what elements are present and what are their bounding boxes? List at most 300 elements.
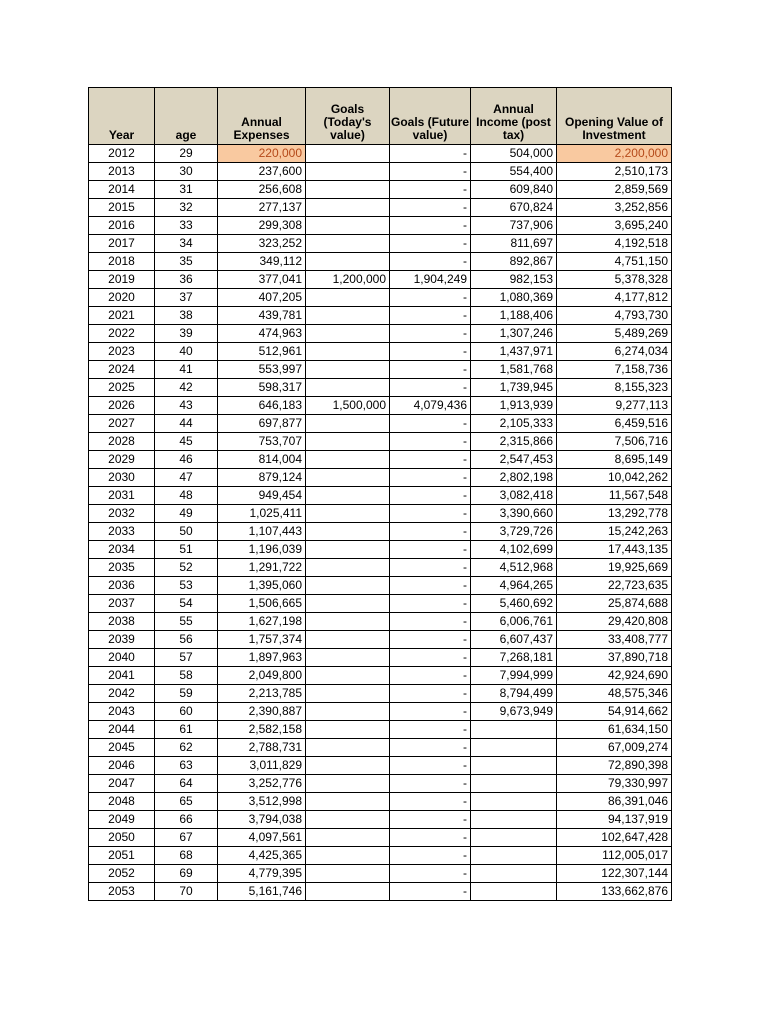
goals-today-cell — [306, 469, 390, 487]
goals-today-cell — [306, 505, 390, 523]
annual-income-cell: 670,824 — [471, 199, 557, 217]
table-row — [89, 145, 672, 163]
year-cell: 2031 — [89, 487, 155, 505]
table-row — [89, 523, 672, 541]
annual-expenses-cell: 349,112 — [218, 253, 306, 271]
age-cell: 32 — [155, 199, 218, 217]
goals-future-cell: - — [390, 739, 471, 757]
opening-value-cell: 5,378,328 — [557, 271, 672, 289]
age-cell: 37 — [155, 289, 218, 307]
year-cell: 2017 — [89, 235, 155, 253]
year-cell: 2016 — [89, 217, 155, 235]
age-cell: 61 — [155, 721, 218, 739]
annual-income-cell: 1,188,406 — [471, 307, 557, 325]
table-row — [89, 667, 672, 685]
age-cell: 64 — [155, 775, 218, 793]
opening-value-cell: 33,408,777 — [557, 631, 672, 649]
age-cell: 46 — [155, 451, 218, 469]
goals-today-cell — [306, 145, 390, 163]
table-row — [89, 757, 672, 775]
annual-income-cell: 2,802,198 — [471, 469, 557, 487]
year-cell: 2051 — [89, 847, 155, 865]
annual-expenses-cell: 879,124 — [218, 469, 306, 487]
annual-income-cell: 7,268,181 — [471, 649, 557, 667]
annual-income-cell: 3,390,660 — [471, 505, 557, 523]
annual-income-cell — [471, 775, 557, 793]
annual-income-cell — [471, 739, 557, 757]
year-cell: 2032 — [89, 505, 155, 523]
annual-expenses-cell: 323,252 — [218, 235, 306, 253]
opening-value-cell: 5,489,269 — [557, 325, 672, 343]
goals-today-cell — [306, 865, 390, 883]
goals-future-cell: - — [390, 613, 471, 631]
goals-future-cell: - — [390, 703, 471, 721]
annual-expenses-cell: 4,779,395 — [218, 865, 306, 883]
opening-value-cell: 94,137,919 — [557, 811, 672, 829]
opening-value-cell: 61,634,150 — [557, 721, 672, 739]
opening-value-cell: 133,662,876 — [557, 883, 672, 901]
goals-today-cell: 1,500,000 — [306, 397, 390, 415]
opening-value-cell: 9,277,113 — [557, 397, 672, 415]
opening-value-cell: 4,177,812 — [557, 289, 672, 307]
year-cell: 2053 — [89, 883, 155, 901]
year-cell: 2052 — [89, 865, 155, 883]
goals-today-cell — [306, 451, 390, 469]
annual-income-cell: 1,739,945 — [471, 379, 557, 397]
year-cell: 2047 — [89, 775, 155, 793]
annual-expenses-cell: 1,506,665 — [218, 595, 306, 613]
opening-value-cell: 29,420,808 — [557, 613, 672, 631]
table-row — [89, 199, 672, 217]
annual-expenses-cell: 299,308 — [218, 217, 306, 235]
annual-income-cell: 1,080,369 — [471, 289, 557, 307]
annual-expenses-cell: 646,183 — [218, 397, 306, 415]
annual-expenses-cell: 220,000 — [218, 145, 306, 163]
opening-value-cell: 4,192,518 — [557, 235, 672, 253]
goals-today-cell: 1,200,000 — [306, 271, 390, 289]
year-cell: 2026 — [89, 397, 155, 415]
table-row — [89, 865, 672, 883]
age-cell: 54 — [155, 595, 218, 613]
opening-value-cell: 10,042,262 — [557, 469, 672, 487]
goals-today-cell — [306, 433, 390, 451]
table-row — [89, 505, 672, 523]
annual-income-cell: 811,697 — [471, 235, 557, 253]
age-cell: 35 — [155, 253, 218, 271]
goals-future-cell: - — [390, 721, 471, 739]
year-cell: 2023 — [89, 343, 155, 361]
annual-income-cell: 982,153 — [471, 271, 557, 289]
age-cell: 30 — [155, 163, 218, 181]
opening-value-cell: 37,890,718 — [557, 649, 672, 667]
annual-income-cell: 1,437,971 — [471, 343, 557, 361]
goals-today-cell — [306, 487, 390, 505]
annual-income-cell: 1,913,939 — [471, 397, 557, 415]
goals-future-cell: - — [390, 757, 471, 775]
goals-future-cell: - — [390, 793, 471, 811]
year-cell: 2046 — [89, 757, 155, 775]
annual-income-cell — [471, 793, 557, 811]
annual-income-cell: 2,547,453 — [471, 451, 557, 469]
age-cell: 51 — [155, 541, 218, 559]
goals-today-cell — [306, 811, 390, 829]
opening-value-cell: 17,443,135 — [557, 541, 672, 559]
goals-future-cell: - — [390, 379, 471, 397]
annual-expenses-cell: 697,877 — [218, 415, 306, 433]
goals-today-cell — [306, 181, 390, 199]
annual-expenses-cell: 474,963 — [218, 325, 306, 343]
goals-today-cell — [306, 883, 390, 901]
annual-income-cell: 6,607,437 — [471, 631, 557, 649]
goals-future-cell: - — [390, 199, 471, 217]
age-cell: 36 — [155, 271, 218, 289]
opening-value-cell: 8,155,323 — [557, 379, 672, 397]
goals-today-cell — [306, 847, 390, 865]
age-cell: 56 — [155, 631, 218, 649]
goals-future-cell: - — [390, 181, 471, 199]
goals-today-cell — [306, 361, 390, 379]
opening-value-cell: 72,890,398 — [557, 757, 672, 775]
annual-expenses-cell: 814,004 — [218, 451, 306, 469]
table-row — [89, 829, 672, 847]
header-year: Year — [89, 88, 155, 145]
opening-value-cell: 11,567,548 — [557, 487, 672, 505]
annual-income-cell — [471, 883, 557, 901]
annual-income-cell: 2,315,866 — [471, 433, 557, 451]
goals-today-cell — [306, 739, 390, 757]
annual-income-cell: 6,006,761 — [471, 613, 557, 631]
opening-value-cell: 25,874,688 — [557, 595, 672, 613]
age-cell: 45 — [155, 433, 218, 451]
annual-expenses-cell: 277,137 — [218, 199, 306, 217]
opening-value-cell: 102,647,428 — [557, 829, 672, 847]
annual-expenses-cell: 237,600 — [218, 163, 306, 181]
age-cell: 59 — [155, 685, 218, 703]
table-row — [89, 811, 672, 829]
age-cell: 49 — [155, 505, 218, 523]
opening-value-cell: 6,274,034 — [557, 343, 672, 361]
year-cell: 2012 — [89, 145, 155, 163]
goals-today-cell — [306, 163, 390, 181]
table-row — [89, 415, 672, 433]
goals-future-cell: - — [390, 487, 471, 505]
goals-future-cell: 1,904,249 — [390, 271, 471, 289]
annual-expenses-cell: 1,627,198 — [218, 613, 306, 631]
table-row — [89, 577, 672, 595]
goals-future-cell: - — [390, 343, 471, 361]
annual-income-cell: 4,102,699 — [471, 541, 557, 559]
annual-income-cell: 2,105,333 — [471, 415, 557, 433]
year-cell: 2030 — [89, 469, 155, 487]
age-cell: 47 — [155, 469, 218, 487]
year-cell: 2040 — [89, 649, 155, 667]
goals-today-cell — [306, 721, 390, 739]
age-cell: 50 — [155, 523, 218, 541]
age-cell: 40 — [155, 343, 218, 361]
opening-value-cell: 7,506,716 — [557, 433, 672, 451]
age-cell: 44 — [155, 415, 218, 433]
annual-expenses-cell: 4,425,365 — [218, 847, 306, 865]
financial-plan-table — [88, 87, 672, 901]
goals-today-cell — [306, 757, 390, 775]
table-row — [89, 775, 672, 793]
table-row — [89, 379, 672, 397]
table-row — [89, 721, 672, 739]
table-row — [89, 541, 672, 559]
age-cell: 68 — [155, 847, 218, 865]
goals-today-cell — [306, 253, 390, 271]
goals-future-cell: - — [390, 865, 471, 883]
annual-expenses-cell: 512,961 — [218, 343, 306, 361]
age-cell: 33 — [155, 217, 218, 235]
header-annual-income: Annual Income (post tax) — [471, 88, 557, 145]
age-cell: 41 — [155, 361, 218, 379]
table-row — [89, 559, 672, 577]
goals-future-cell: - — [390, 811, 471, 829]
age-cell: 52 — [155, 559, 218, 577]
goals-today-cell — [306, 703, 390, 721]
header-age: age — [155, 88, 218, 145]
goals-future-cell: - — [390, 577, 471, 595]
annual-expenses-cell: 949,454 — [218, 487, 306, 505]
goals-future-cell: - — [390, 361, 471, 379]
opening-value-cell: 13,292,778 — [557, 505, 672, 523]
goals-today-cell — [306, 667, 390, 685]
year-cell: 2037 — [89, 595, 155, 613]
annual-income-cell — [471, 865, 557, 883]
goals-today-cell — [306, 631, 390, 649]
goals-future-cell: - — [390, 685, 471, 703]
table-row — [89, 613, 672, 631]
year-cell: 2049 — [89, 811, 155, 829]
opening-value-cell: 67,009,274 — [557, 739, 672, 757]
annual-income-cell: 609,840 — [471, 181, 557, 199]
goals-today-cell — [306, 649, 390, 667]
table-row — [89, 793, 672, 811]
year-cell: 2024 — [89, 361, 155, 379]
table-row — [89, 397, 672, 415]
year-cell: 2015 — [89, 199, 155, 217]
annual-expenses-cell: 3,252,776 — [218, 775, 306, 793]
table-row — [89, 217, 672, 235]
goals-today-cell — [306, 289, 390, 307]
year-cell: 2038 — [89, 613, 155, 631]
age-cell: 69 — [155, 865, 218, 883]
opening-value-cell: 6,459,516 — [557, 415, 672, 433]
year-cell: 2019 — [89, 271, 155, 289]
annual-expenses-cell: 5,161,746 — [218, 883, 306, 901]
annual-income-cell: 737,906 — [471, 217, 557, 235]
goals-future-cell: - — [390, 523, 471, 541]
goals-today-cell — [306, 613, 390, 631]
opening-value-cell: 42,924,690 — [557, 667, 672, 685]
goals-today-cell — [306, 199, 390, 217]
year-cell: 2035 — [89, 559, 155, 577]
year-cell: 2050 — [89, 829, 155, 847]
year-cell: 2048 — [89, 793, 155, 811]
year-cell: 2025 — [89, 379, 155, 397]
goals-today-cell — [306, 775, 390, 793]
table-row — [89, 469, 672, 487]
year-cell: 2042 — [89, 685, 155, 703]
annual-income-cell: 4,512,968 — [471, 559, 557, 577]
goals-future-cell: - — [390, 847, 471, 865]
year-cell: 2014 — [89, 181, 155, 199]
goals-future-cell: - — [390, 163, 471, 181]
annual-income-cell: 1,307,246 — [471, 325, 557, 343]
goals-today-cell — [306, 415, 390, 433]
annual-expenses-cell: 439,781 — [218, 307, 306, 325]
header-row — [89, 88, 672, 145]
year-cell: 2029 — [89, 451, 155, 469]
age-cell: 66 — [155, 811, 218, 829]
opening-value-cell: 4,751,150 — [557, 253, 672, 271]
table-row — [89, 703, 672, 721]
annual-income-cell: 1,581,768 — [471, 361, 557, 379]
age-cell: 38 — [155, 307, 218, 325]
age-cell: 62 — [155, 739, 218, 757]
opening-value-cell: 19,925,669 — [557, 559, 672, 577]
goals-today-cell — [306, 217, 390, 235]
annual-income-cell: 5,460,692 — [471, 595, 557, 613]
goals-future-cell: - — [390, 325, 471, 343]
year-cell: 2018 — [89, 253, 155, 271]
opening-value-cell: 7,158,736 — [557, 361, 672, 379]
goals-today-cell — [306, 307, 390, 325]
opening-value-cell: 79,330,997 — [557, 775, 672, 793]
annual-income-cell: 504,000 — [471, 145, 557, 163]
goals-today-cell — [306, 325, 390, 343]
age-cell: 65 — [155, 793, 218, 811]
annual-expenses-cell: 2,390,887 — [218, 703, 306, 721]
year-cell: 2033 — [89, 523, 155, 541]
goals-future-cell: - — [390, 631, 471, 649]
age-cell: 67 — [155, 829, 218, 847]
table-row — [89, 271, 672, 289]
annual-expenses-cell: 753,707 — [218, 433, 306, 451]
goals-today-cell — [306, 577, 390, 595]
annual-income-cell: 4,964,265 — [471, 577, 557, 595]
age-cell: 53 — [155, 577, 218, 595]
annual-expenses-cell: 1,107,443 — [218, 523, 306, 541]
annual-expenses-cell: 1,196,039 — [218, 541, 306, 559]
table-row — [89, 289, 672, 307]
annual-expenses-cell: 2,582,158 — [218, 721, 306, 739]
annual-expenses-cell: 2,788,731 — [218, 739, 306, 757]
goals-future-cell: - — [390, 559, 471, 577]
table-row — [89, 487, 672, 505]
goals-today-cell — [306, 595, 390, 613]
annual-income-cell — [471, 847, 557, 865]
goals-future-cell: - — [390, 829, 471, 847]
annual-income-cell: 3,082,418 — [471, 487, 557, 505]
goals-today-cell — [306, 343, 390, 361]
goals-future-cell: - — [390, 289, 471, 307]
age-cell: 48 — [155, 487, 218, 505]
year-cell: 2043 — [89, 703, 155, 721]
goals-today-cell — [306, 235, 390, 253]
annual-income-cell — [471, 829, 557, 847]
annual-expenses-cell: 1,757,374 — [218, 631, 306, 649]
year-cell: 2021 — [89, 307, 155, 325]
table-row — [89, 433, 672, 451]
annual-income-cell: 7,994,999 — [471, 667, 557, 685]
year-cell: 2028 — [89, 433, 155, 451]
year-cell: 2020 — [89, 289, 155, 307]
age-cell: 34 — [155, 235, 218, 253]
annual-expenses-cell: 407,205 — [218, 289, 306, 307]
header-opening-value: Opening Value of Investment — [557, 88, 672, 145]
goals-future-cell: - — [390, 253, 471, 271]
goals-future-cell: - — [390, 883, 471, 901]
annual-expenses-cell: 3,512,998 — [218, 793, 306, 811]
table-row — [89, 847, 672, 865]
goals-future-cell: - — [390, 775, 471, 793]
annual-expenses-cell: 1,897,963 — [218, 649, 306, 667]
table-row — [89, 325, 672, 343]
annual-expenses-cell: 1,291,722 — [218, 559, 306, 577]
goals-future-cell: - — [390, 307, 471, 325]
table-row — [89, 685, 672, 703]
year-cell: 2013 — [89, 163, 155, 181]
age-cell: 55 — [155, 613, 218, 631]
opening-value-cell: 22,723,635 — [557, 577, 672, 595]
goals-future-cell: - — [390, 145, 471, 163]
opening-value-cell: 2,510,173 — [557, 163, 672, 181]
goals-future-cell: - — [390, 667, 471, 685]
opening-value-cell: 54,914,662 — [557, 703, 672, 721]
annual-expenses-cell: 1,395,060 — [218, 577, 306, 595]
year-cell: 2027 — [89, 415, 155, 433]
goals-future-cell: - — [390, 469, 471, 487]
goals-today-cell — [306, 685, 390, 703]
age-cell: 43 — [155, 397, 218, 415]
table-row — [89, 307, 672, 325]
goals-today-cell — [306, 793, 390, 811]
goals-today-cell — [306, 523, 390, 541]
opening-value-cell: 2,200,000 — [557, 145, 672, 163]
age-cell: 58 — [155, 667, 218, 685]
year-cell: 2022 — [89, 325, 155, 343]
table-row — [89, 631, 672, 649]
annual-expenses-cell: 377,041 — [218, 271, 306, 289]
opening-value-cell: 48,575,346 — [557, 685, 672, 703]
year-cell: 2044 — [89, 721, 155, 739]
goals-today-cell — [306, 379, 390, 397]
annual-expenses-cell: 3,011,829 — [218, 757, 306, 775]
header-goals-future: Goals (Future value) — [390, 88, 471, 145]
table-row — [89, 163, 672, 181]
age-cell: 42 — [155, 379, 218, 397]
opening-value-cell: 122,307,144 — [557, 865, 672, 883]
opening-value-cell: 112,005,017 — [557, 847, 672, 865]
goals-today-cell — [306, 541, 390, 559]
annual-income-cell: 9,673,949 — [471, 703, 557, 721]
goals-today-cell — [306, 559, 390, 577]
annual-income-cell: 892,867 — [471, 253, 557, 271]
table-row — [89, 649, 672, 667]
annual-expenses-cell: 598,317 — [218, 379, 306, 397]
age-cell: 31 — [155, 181, 218, 199]
goals-future-cell: 4,079,436 — [390, 397, 471, 415]
table-row — [89, 253, 672, 271]
annual-income-cell: 554,400 — [471, 163, 557, 181]
annual-expenses-cell: 1,025,411 — [218, 505, 306, 523]
annual-income-cell — [471, 757, 557, 775]
year-cell: 2034 — [89, 541, 155, 559]
table-row — [89, 595, 672, 613]
annual-income-cell: 8,794,499 — [471, 685, 557, 703]
